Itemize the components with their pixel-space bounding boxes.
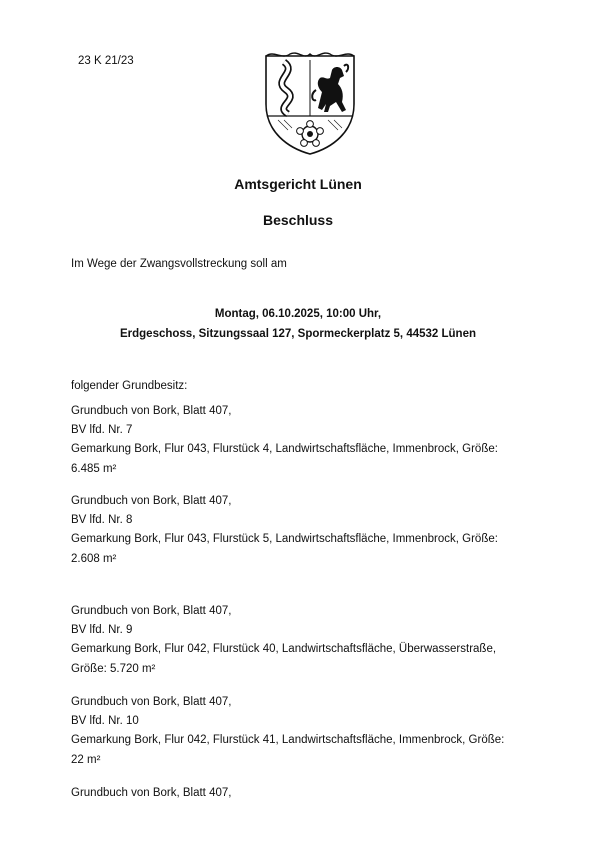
parcel-register: Grundbuch von Bork, Blatt 407, <box>71 605 232 617</box>
intro-text: Im Wege der Zwangsvollstreckung soll am <box>71 258 287 270</box>
parcel-size: 22 m² <box>71 753 101 766</box>
parcel-entry <box>71 492 541 569</box>
parcel-size: 2.608 m² <box>71 552 117 565</box>
parcel-description: Gemarkung Bork, Flur 043, Flurstück 4, Landwirtschaftsfläche, Immenbrock, Größe: <box>71 443 498 456</box>
parcel-bv-number: BV lfd. Nr. 10 <box>71 715 139 728</box>
parcel-size: 6.485 m² <box>71 462 117 475</box>
parcel-entry <box>71 402 541 479</box>
case-number: 23 K 21/23 <box>78 55 134 67</box>
parcel-bv-number: BV lfd. Nr. 8 <box>71 514 133 527</box>
parcel-register: Grundbuch von Bork, Blatt 407, <box>71 405 232 417</box>
parcel-size: Größe: 5.720 m² <box>71 662 156 675</box>
parcel-description: Gemarkung Bork, Flur 042, Flurstück 41, Landwirtschaftsfläche, Immenbrock, Größe: <box>71 734 505 747</box>
document-type-heading: Beschluss <box>262 212 334 228</box>
parcel-entry <box>71 602 541 679</box>
appointment-place: Erdgeschoss, Sitzungssaal 127, Spormeckerplatz 5, 44532 Lünen <box>119 328 476 340</box>
parcel-description: Gemarkung Bork, Flur 042, Flurstück 40, Landwirtschaftsfläche, Überwasserstraße, <box>71 643 497 656</box>
parcel-register: Grundbuch von Bork, Blatt 407, <box>71 495 232 507</box>
parcel-entry <box>71 784 541 803</box>
parcel-bv-number: BV lfd. Nr. 9 <box>71 624 133 637</box>
parcel-register: Grundbuch von Bork, Blatt 407, <box>71 696 232 708</box>
court-name: Amtsgericht Lünen <box>234 176 362 192</box>
parcel-description: Gemarkung Bork, Flur 043, Flurstück 5, Landwirtschaftsfläche, Immenbrock, Größe: <box>71 533 498 546</box>
appointment-date: Montag, 06.10.2025, 10:00 Uhr, <box>214 308 382 320</box>
parcel-bv-number: BV lfd. Nr. 7 <box>71 424 133 437</box>
coat-of-arms-icon <box>258 50 362 158</box>
parcel-entry <box>71 693 541 770</box>
parcel-register: Grundbuch von Bork, Blatt 407, <box>71 787 232 799</box>
property-label: folgender Grundbesitz: <box>71 380 188 392</box>
